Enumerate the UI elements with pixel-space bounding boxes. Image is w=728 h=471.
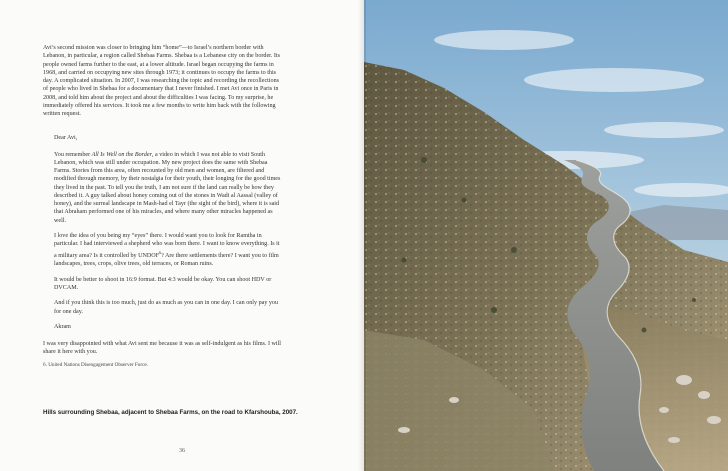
closing-paragraph: I was very disappointed with what Avi sent me because it was as self-indulgent as his films. I will share it here with you. [43,340,282,355]
letter-paragraph-3: It would be better to shoot in 16:9 format. But 4:3 would be okay. You can shoot HDV or DVCAM. [54,276,272,291]
letter-block [43,134,281,331]
landscape-photo [364,0,728,471]
letter-p2-text: I love the idea of you being my “eyes” there. I would want you to look for Ramtha in particular. I had interviewed a shepherd who was born there. I want to know everything. Is it a military area? Is it controlled by UNDOF [54,233,280,259]
page-number: 36 [179,448,185,454]
intro-paragraph: Avi’s second mission was closer to bringing him “home”—to Israel’s northern border with Lebanon, in particular, a region called Shebaa Farms. Shebaa is a Lebanese city on the border. Its people owned farms further to the east, at a lower altitude. Israel began occupying the farms in 1968, and carried on occupying new sites through 1973; it continues to occupy the farms to this day. A complicated situation. In 2007, I was researching the topic and recording the recollections of people who lived in Shebaa for a documentary that I never finished. I met Avi once in Paris in 2008, and told him about the project and about the difficulties I was facing. To my surprise, he immediately offered his services. It took me a few months to write him back with the following written request. [43,45,280,117]
footnote-marker: 6 [159,249,162,255]
letter-p2-text-cont: ? Are there settlements there? I want you to film landscapes, trees, crops, olive trees, old terraces, or Roman ruins. [54,252,279,267]
letter-signature: Akram [54,324,71,331]
letter-paragraph-1 [54,151,281,225]
video-title: All Is Well on the Border [91,151,152,158]
letter-paragraph-2 [54,232,281,268]
letter-p1-text-cont: , a video in which I was not able to visit South Lebanon, which was still under occupation. My new project does the same with Shebaa Farms. Stories from this area, often recounted by old men and women, are filtered and modified through memory, by their nostalgia for their youth, their longing for the good times they lived in the past. To tell you the truth, I am not sure if the land can really be how they described it. A guy talked about honey coming out of the stones in Wadi al Aassal (valley of honey), and the surreal landscape in Mash-had el Tayr (the sight of the bird), where it is said that Abraham performed one of his miracles, and where many other miracles happened as well. [54,151,281,224]
book-gutter-shadow [358,0,366,471]
right-page [364,0,728,471]
photo-caption: Hills surrounding Shebaa, adjacent to Shebaa Farms, on the road to Kfarshouba, 2007. [43,409,298,416]
letter-p1-text: You remember [54,151,92,158]
footnote: 6. United Nations Disengagement Observer Force. [43,362,149,368]
letter-paragraph-4: And if you think this is too much, just do as much as you can in one day. I can only pay you for one day. [54,300,279,315]
letter-salutation: Dear Avi, [54,135,78,142]
body-text [43,44,281,356]
